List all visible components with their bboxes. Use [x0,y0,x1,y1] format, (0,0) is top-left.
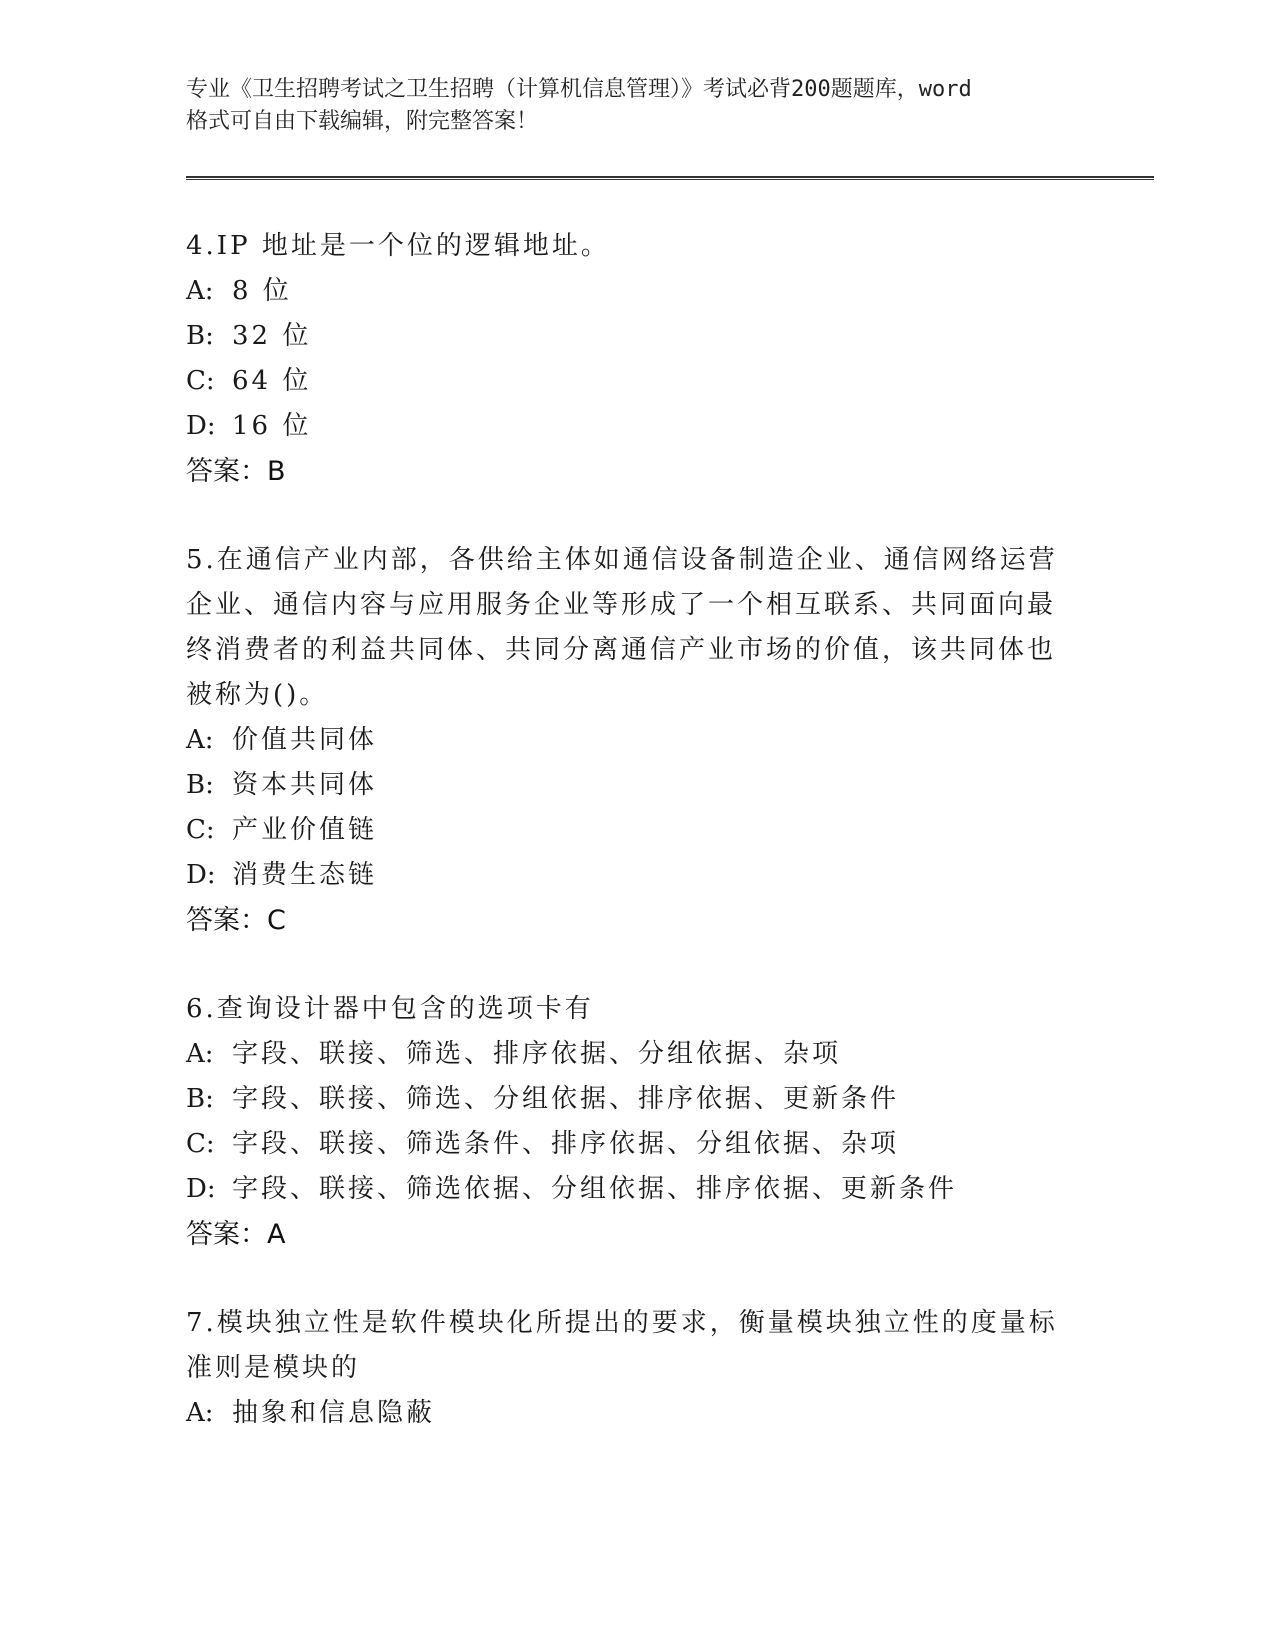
option-b [186,763,1066,808]
document-header [186,74,1086,138]
option-letter: B: [186,321,214,351]
option-letter: C: [186,1129,215,1159]
option-letter: A: [186,1398,214,1428]
question-text: 6.查询设计器中包含的选项卡有 [186,994,594,1024]
option-a [186,1391,1066,1436]
option-letter: A: [186,1039,214,1069]
header-title-line2: 格式可自由下载编辑，附完整答案！ [186,109,539,134]
question-list [186,224,1066,1480]
option-text: 资本共同体 [232,770,378,800]
option-letter: D: [186,1174,216,1204]
question-4 [186,224,1066,494]
option-text: 64 位 [232,366,312,396]
option-text: 字段、联接、筛选依据、分组依据、排序依据、更新条件 [232,1174,958,1204]
option-text: 字段、联接、筛选条件、排序依据、分组依据、杂项 [232,1129,900,1159]
option-a [186,1032,1066,1077]
option-text: 8 位 [232,276,292,306]
option-letter: D: [186,860,216,890]
option-letter: C: [186,815,215,845]
option-text: 消费生态链 [232,860,378,890]
option-c [186,808,1066,853]
question-6 [186,987,1066,1257]
option-text: 抽象和信息隐蔽 [232,1398,436,1428]
question-text: 7.模块独立性是软件模块化所提出的要求，衡量模块独立性的度量标准则是模块的 [186,1308,1058,1383]
header-divider [186,176,1154,180]
option-text: 16 位 [232,411,312,441]
answer-line: 答案：C [186,905,286,936]
option-a [186,269,1066,314]
question-5 [186,538,1066,943]
option-letter: B: [186,770,214,800]
option-letter: C: [186,366,215,396]
option-letter: A: [186,725,214,755]
option-d [186,853,1066,898]
option-letter: B: [186,1084,214,1114]
option-letter: A: [186,276,214,306]
option-d [186,1167,1066,1212]
answer-line: 答案：B [186,456,286,487]
option-b [186,314,1066,359]
option-text: 字段、联接、筛选、排序依据、分组依据、杂项 [232,1039,842,1069]
option-a [186,718,1066,763]
question-text: 4.IP 地址是一个位的逻辑地址。 [186,231,610,261]
header-title-line1: 专业《卫生招聘考试之卫生招聘（计算机信息管理）》考试必背200题题库，word [186,77,972,102]
answer-line: 答案：A [186,1219,286,1250]
option-text: 32 位 [232,321,312,351]
option-c [186,1122,1066,1167]
option-b [186,1077,1066,1122]
question-7 [186,1301,1066,1436]
option-text: 价值共同体 [232,725,378,755]
option-d [186,404,1066,449]
option-letter: D: [186,411,216,441]
option-text: 字段、联接、筛选、分组依据、排序依据、更新条件 [232,1084,900,1114]
option-text: 产业价值链 [232,815,378,845]
question-text: 5.在通信产业内部，各供给主体如通信设备制造企业、通信网络运营企业、通信内容与应用服务企业等形成了一个相互联系、共同面向最终消费者的利益共同体、共同分离通信产业市场的价值，该共同体也被称为()。 [186,545,1058,710]
option-c [186,359,1066,404]
